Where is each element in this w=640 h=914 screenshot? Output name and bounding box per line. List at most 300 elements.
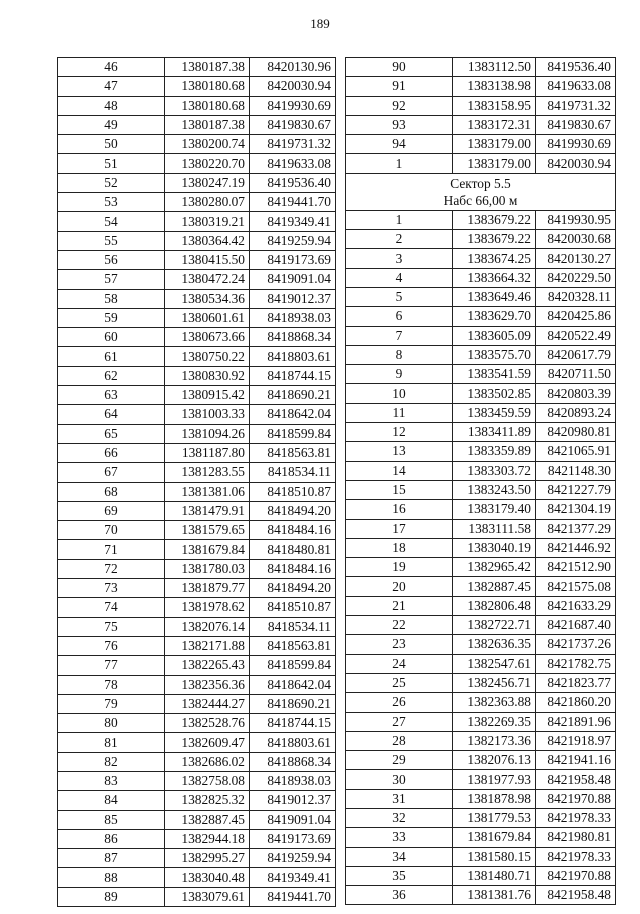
coordinate-x: 1382076.14 [165,617,250,636]
table-row [58,58,336,77]
table-row [58,328,336,347]
point-number: 46 [58,58,165,77]
table-row [346,538,616,557]
coordinate-x: 1380415.50 [165,250,250,269]
coordinate-y: 8418480.81 [250,540,336,559]
table-row [58,559,336,578]
coordinate-y: 8421633.29 [536,596,616,615]
coordinate-x: 1383411.89 [453,423,536,442]
table-row [346,287,616,306]
point-number: 21 [346,596,453,615]
point-number: 64 [58,405,165,424]
point-number: 6 [346,307,453,326]
table-row [58,347,336,366]
point-number: 80 [58,714,165,733]
coordinate-y: 8418690.21 [250,386,336,405]
point-number: 36 [346,886,453,905]
table-row [346,789,616,808]
table-row [346,442,616,461]
coordinate-x: 1382456.71 [453,673,536,692]
coordinate-x: 1380830.92 [165,366,250,385]
coordinate-y: 8421446.92 [536,538,616,557]
point-number: 70 [58,521,165,540]
point-number: 71 [58,540,165,559]
coordinate-y: 8420130.96 [250,58,336,77]
point-number: 3 [346,249,453,268]
coordinate-y: 8418744.15 [250,366,336,385]
table-row [58,617,336,636]
point-number: 26 [346,693,453,712]
table-row [58,829,336,848]
coordinate-x: 1382173.36 [453,731,536,750]
coordinate-y: 8421978.33 [536,847,616,866]
coordinate-x: 1383359.89 [453,442,536,461]
table-row [58,656,336,675]
coordinate-x: 1380601.61 [165,308,250,327]
point-number: 92 [346,96,453,115]
coordinate-x: 1383179.00 [453,154,536,173]
point-number: 30 [346,770,453,789]
coordinate-y: 8421512.90 [536,558,616,577]
table-row [346,770,616,789]
point-number: 55 [58,231,165,250]
table-row [58,135,336,154]
point-number: 54 [58,212,165,231]
table-row [58,733,336,752]
coordinate-y: 8419930.69 [536,135,616,154]
coordinate-y: 8418803.61 [250,347,336,366]
table-row [346,230,616,249]
coordinate-y: 8421737.26 [536,635,616,654]
coordinate-x: 1380673.66 [165,328,250,347]
table-row [346,616,616,635]
coordinate-y: 8418744.15 [250,714,336,733]
coordinates-table-left [57,57,336,907]
right-table-body-top [346,58,616,174]
coordinate-x: 1383040.48 [165,868,250,887]
table-row [58,115,336,134]
coordinate-x: 1381780.03 [165,559,250,578]
coordinate-x: 1383303.72 [453,461,536,480]
table-row [58,887,336,906]
point-number: 91 [346,77,453,96]
coordinate-y: 8419930.69 [250,96,336,115]
table-row [58,752,336,771]
table-row [346,135,616,154]
coordinate-x: 1381283.55 [165,463,250,482]
point-number: 33 [346,828,453,847]
point-number: 11 [346,403,453,422]
point-number: 27 [346,712,453,731]
coordinate-y: 8421377.29 [536,519,616,538]
coordinate-y: 8418494.20 [250,501,336,520]
point-number: 81 [58,733,165,752]
coordinate-y: 8419091.04 [250,270,336,289]
coordinate-y: 8419091.04 [250,810,336,829]
coordinate-x: 1382944.18 [165,829,250,848]
coordinate-y: 8418642.04 [250,675,336,694]
coordinate-x: 1380247.19 [165,173,250,192]
left-table-body [58,58,336,907]
point-number: 63 [58,386,165,405]
coordinate-y: 8420030.94 [250,77,336,96]
table-row [346,500,616,519]
coordinate-x: 1383605.09 [453,326,536,345]
right-table-body-bottom [346,210,616,905]
coordinate-y: 8419259.94 [250,849,336,868]
coordinate-y: 8419349.41 [250,212,336,231]
section-height: Набс 66,00 м [443,192,518,208]
coordinate-y: 8418642.04 [250,405,336,424]
coordinate-x: 1382995.27 [165,849,250,868]
coordinate-x: 1381879.77 [165,579,250,598]
coordinate-y: 8421227.79 [536,480,616,499]
point-number: 50 [58,135,165,154]
table-row [346,96,616,115]
table-row [346,751,616,770]
table-row [346,558,616,577]
coordinate-x: 1382265.43 [165,656,250,675]
coordinate-y: 8419731.32 [250,135,336,154]
coordinate-y: 8420980.81 [536,423,616,442]
coordinates-table-right [345,57,616,905]
point-number: 49 [58,115,165,134]
coordinate-x: 1382825.32 [165,791,250,810]
coordinate-x: 1383179.00 [453,135,536,154]
point-number: 24 [346,654,453,673]
section-header-row [346,173,616,210]
coordinate-y: 8418510.87 [250,482,336,501]
table-row [346,77,616,96]
coordinate-x: 1381878.98 [453,789,536,808]
table-row [58,463,336,482]
coordinate-y: 8418599.84 [250,656,336,675]
point-number: 31 [346,789,453,808]
point-number: 69 [58,501,165,520]
table-row [346,673,616,692]
table-row [58,193,336,212]
point-number: 29 [346,751,453,770]
point-number: 28 [346,731,453,750]
coordinate-x: 1380220.70 [165,154,250,173]
coordinate-y: 8421823.77 [536,673,616,692]
point-number: 8 [346,345,453,364]
table-row [58,424,336,443]
table-row [58,482,336,501]
coordinate-y: 8419259.94 [250,231,336,250]
coordinate-x: 1382356.36 [165,675,250,694]
point-number: 53 [58,193,165,212]
coordinate-y: 8421980.81 [536,828,616,847]
coordinate-x: 1380180.68 [165,77,250,96]
table-row [346,635,616,654]
coordinate-x: 1381978.62 [165,598,250,617]
table-row [346,828,616,847]
table-row [58,521,336,540]
coordinate-x: 1380364.42 [165,231,250,250]
table-row [58,675,336,694]
coordinate-y: 8421941.16 [536,751,616,770]
point-number: 14 [346,461,453,480]
coordinate-y: 8419441.70 [250,193,336,212]
table-row [58,443,336,462]
table-row [58,289,336,308]
coordinate-x: 1382444.27 [165,694,250,713]
table-row [346,866,616,885]
point-number: 47 [58,77,165,96]
point-number: 35 [346,866,453,885]
coordinate-y: 8419633.08 [250,154,336,173]
coordinate-y: 8418938.03 [250,771,336,790]
coordinate-y: 8418599.84 [250,424,336,443]
table-row [58,154,336,173]
table-row [58,694,336,713]
coordinate-x: 1382269.35 [453,712,536,731]
coordinate-y: 8419731.32 [536,96,616,115]
point-number: 66 [58,443,165,462]
coordinate-x: 1382806.48 [453,596,536,615]
coordinate-y: 8421970.88 [536,866,616,885]
table-row [346,307,616,326]
point-number: 10 [346,384,453,403]
coordinate-x: 1381580.15 [453,847,536,866]
coordinate-x: 1381480.71 [453,866,536,885]
point-number: 22 [346,616,453,635]
coordinate-y: 8419012.37 [250,791,336,810]
point-number: 93 [346,115,453,134]
coordinate-y: 8420130.27 [536,249,616,268]
coordinate-y: 8419173.69 [250,829,336,848]
table-row [346,154,616,173]
coordinate-y: 8421148.30 [536,461,616,480]
coordinate-y: 8419349.41 [250,868,336,887]
table-row [58,636,336,655]
coordinate-y: 8420425.86 [536,307,616,326]
table-row [58,540,336,559]
coordinate-y: 8418510.87 [250,598,336,617]
point-number: 78 [58,675,165,694]
coordinate-x: 1380187.38 [165,58,250,77]
coordinate-x: 1383649.46 [453,287,536,306]
point-number: 13 [346,442,453,461]
table-row [346,519,616,538]
coordinate-x: 1383172.31 [453,115,536,134]
coordinate-y: 8418868.34 [250,752,336,771]
coordinate-x: 1380534.36 [165,289,250,308]
coordinate-x: 1383541.59 [453,365,536,384]
coordinate-x: 1381779.53 [453,808,536,827]
coordinate-y: 8421978.33 [536,808,616,827]
point-number: 60 [58,328,165,347]
coordinate-x: 1381381.76 [453,886,536,905]
table-row [58,212,336,231]
table-row [346,210,616,229]
coordinate-x: 1381679.84 [453,828,536,847]
point-number: 59 [58,308,165,327]
point-number: 32 [346,808,453,827]
point-number: 7 [346,326,453,345]
point-number: 51 [58,154,165,173]
table-row [58,231,336,250]
page-number: 189 [310,16,330,31]
coordinate-y: 8418563.81 [250,443,336,462]
point-number: 58 [58,289,165,308]
coordinate-x: 1383674.25 [453,249,536,268]
coordinate-x: 1380280.07 [165,193,250,212]
coordinate-y: 8420711.50 [536,365,616,384]
table-row [346,886,616,905]
coordinate-x: 1383679.22 [453,210,536,229]
table-row [58,849,336,868]
point-number: 79 [58,694,165,713]
coordinate-y: 8421891.96 [536,712,616,731]
coordinate-x: 1382363.88 [453,693,536,712]
point-number: 68 [58,482,165,501]
coordinate-x: 1382758.08 [165,771,250,790]
point-number: 65 [58,424,165,443]
coordinate-x: 1381094.26 [165,424,250,443]
table-row [346,249,616,268]
coordinate-x: 1381381.06 [165,482,250,501]
coordinate-x: 1383243.50 [453,480,536,499]
point-number: 15 [346,480,453,499]
coordinate-x: 1380319.21 [165,212,250,231]
coordinate-y: 8421918.97 [536,731,616,750]
coordinate-y: 8420893.24 [536,403,616,422]
table-row [346,268,616,287]
point-number: 4 [346,268,453,287]
coordinate-y: 8418868.34 [250,328,336,347]
coordinate-y: 8419830.67 [536,115,616,134]
coordinate-x: 1380750.22 [165,347,250,366]
point-number: 5 [346,287,453,306]
point-number: 48 [58,96,165,115]
coordinate-y: 8418803.61 [250,733,336,752]
coordinate-x: 1380200.74 [165,135,250,154]
coordinate-x: 1382686.02 [165,752,250,771]
coordinate-y: 8420030.94 [536,154,616,173]
point-number: 12 [346,423,453,442]
point-number: 17 [346,519,453,538]
table-row [346,461,616,480]
table-row [58,308,336,327]
table-row [346,403,616,422]
coordinate-y: 8419830.67 [250,115,336,134]
point-number: 87 [58,849,165,868]
coordinate-y: 8420617.79 [536,345,616,364]
point-number: 82 [58,752,165,771]
coordinate-x: 1382636.35 [453,635,536,654]
coordinate-x: 1383179.40 [453,500,536,519]
table-row [346,693,616,712]
coordinate-y: 8418494.20 [250,579,336,598]
coordinate-x: 1383502.85 [453,384,536,403]
table-row [346,326,616,345]
table-row [58,598,336,617]
coordinate-x: 1382528.76 [165,714,250,733]
point-number: 18 [346,538,453,557]
coordinate-x: 1383138.98 [453,77,536,96]
coordinate-x: 1381003.33 [165,405,250,424]
coordinate-x: 1382609.47 [165,733,250,752]
point-number: 23 [346,635,453,654]
coordinate-x: 1381187.80 [165,443,250,462]
table-row [58,791,336,810]
coordinate-x: 1383158.95 [453,96,536,115]
table-row [346,596,616,615]
table-row [346,423,616,442]
point-number: 84 [58,791,165,810]
point-number: 90 [346,58,453,77]
coordinate-y: 8421687.40 [536,616,616,635]
table-row [346,365,616,384]
section-header-group [346,173,616,210]
point-number: 34 [346,847,453,866]
coordinate-y: 8419930.95 [536,210,616,229]
point-number: 72 [58,559,165,578]
coordinate-y: 8420522.49 [536,326,616,345]
point-number: 62 [58,366,165,385]
table-row [346,577,616,596]
coordinate-x: 1381679.84 [165,540,250,559]
coordinate-x: 1380915.42 [165,386,250,405]
table-row [58,96,336,115]
table-row [58,810,336,829]
point-number: 86 [58,829,165,848]
point-number: 94 [346,135,453,154]
coordinate-y: 8418563.81 [250,636,336,655]
coordinate-x: 1381479.91 [165,501,250,520]
coordinate-x: 1383111.58 [453,519,536,538]
table-row [58,579,336,598]
table-row [58,714,336,733]
point-number: 25 [346,673,453,692]
table-row [346,731,616,750]
coordinate-y: 8419633.08 [536,77,616,96]
coordinate-y: 8419441.70 [250,887,336,906]
table-row [58,250,336,269]
coordinate-x: 1382965.42 [453,558,536,577]
table-row [58,366,336,385]
point-number: 52 [58,173,165,192]
table-row [346,115,616,134]
coordinate-y: 8420803.39 [536,384,616,403]
coordinate-x: 1383459.59 [453,403,536,422]
coordinate-x: 1381579.65 [165,521,250,540]
coordinate-y: 8420328.11 [536,287,616,306]
coordinate-y: 8420030.68 [536,230,616,249]
coordinate-x: 1383664.32 [453,268,536,287]
point-number: 73 [58,579,165,598]
point-number: 1 [346,154,453,173]
coordinate-y: 8421970.88 [536,789,616,808]
coordinate-x: 1382171.88 [165,636,250,655]
point-number: 61 [58,347,165,366]
coordinate-y: 8421065.91 [536,442,616,461]
point-number: 16 [346,500,453,519]
coordinate-x: 1380472.24 [165,270,250,289]
point-number: 83 [58,771,165,790]
table-row [346,480,616,499]
table-row [58,270,336,289]
point-number: 19 [346,558,453,577]
point-number: 1 [346,210,453,229]
table-row [58,77,336,96]
point-number: 85 [58,810,165,829]
coordinate-y: 8419012.37 [250,289,336,308]
coordinate-x: 1382887.45 [165,810,250,829]
table-row [346,384,616,403]
